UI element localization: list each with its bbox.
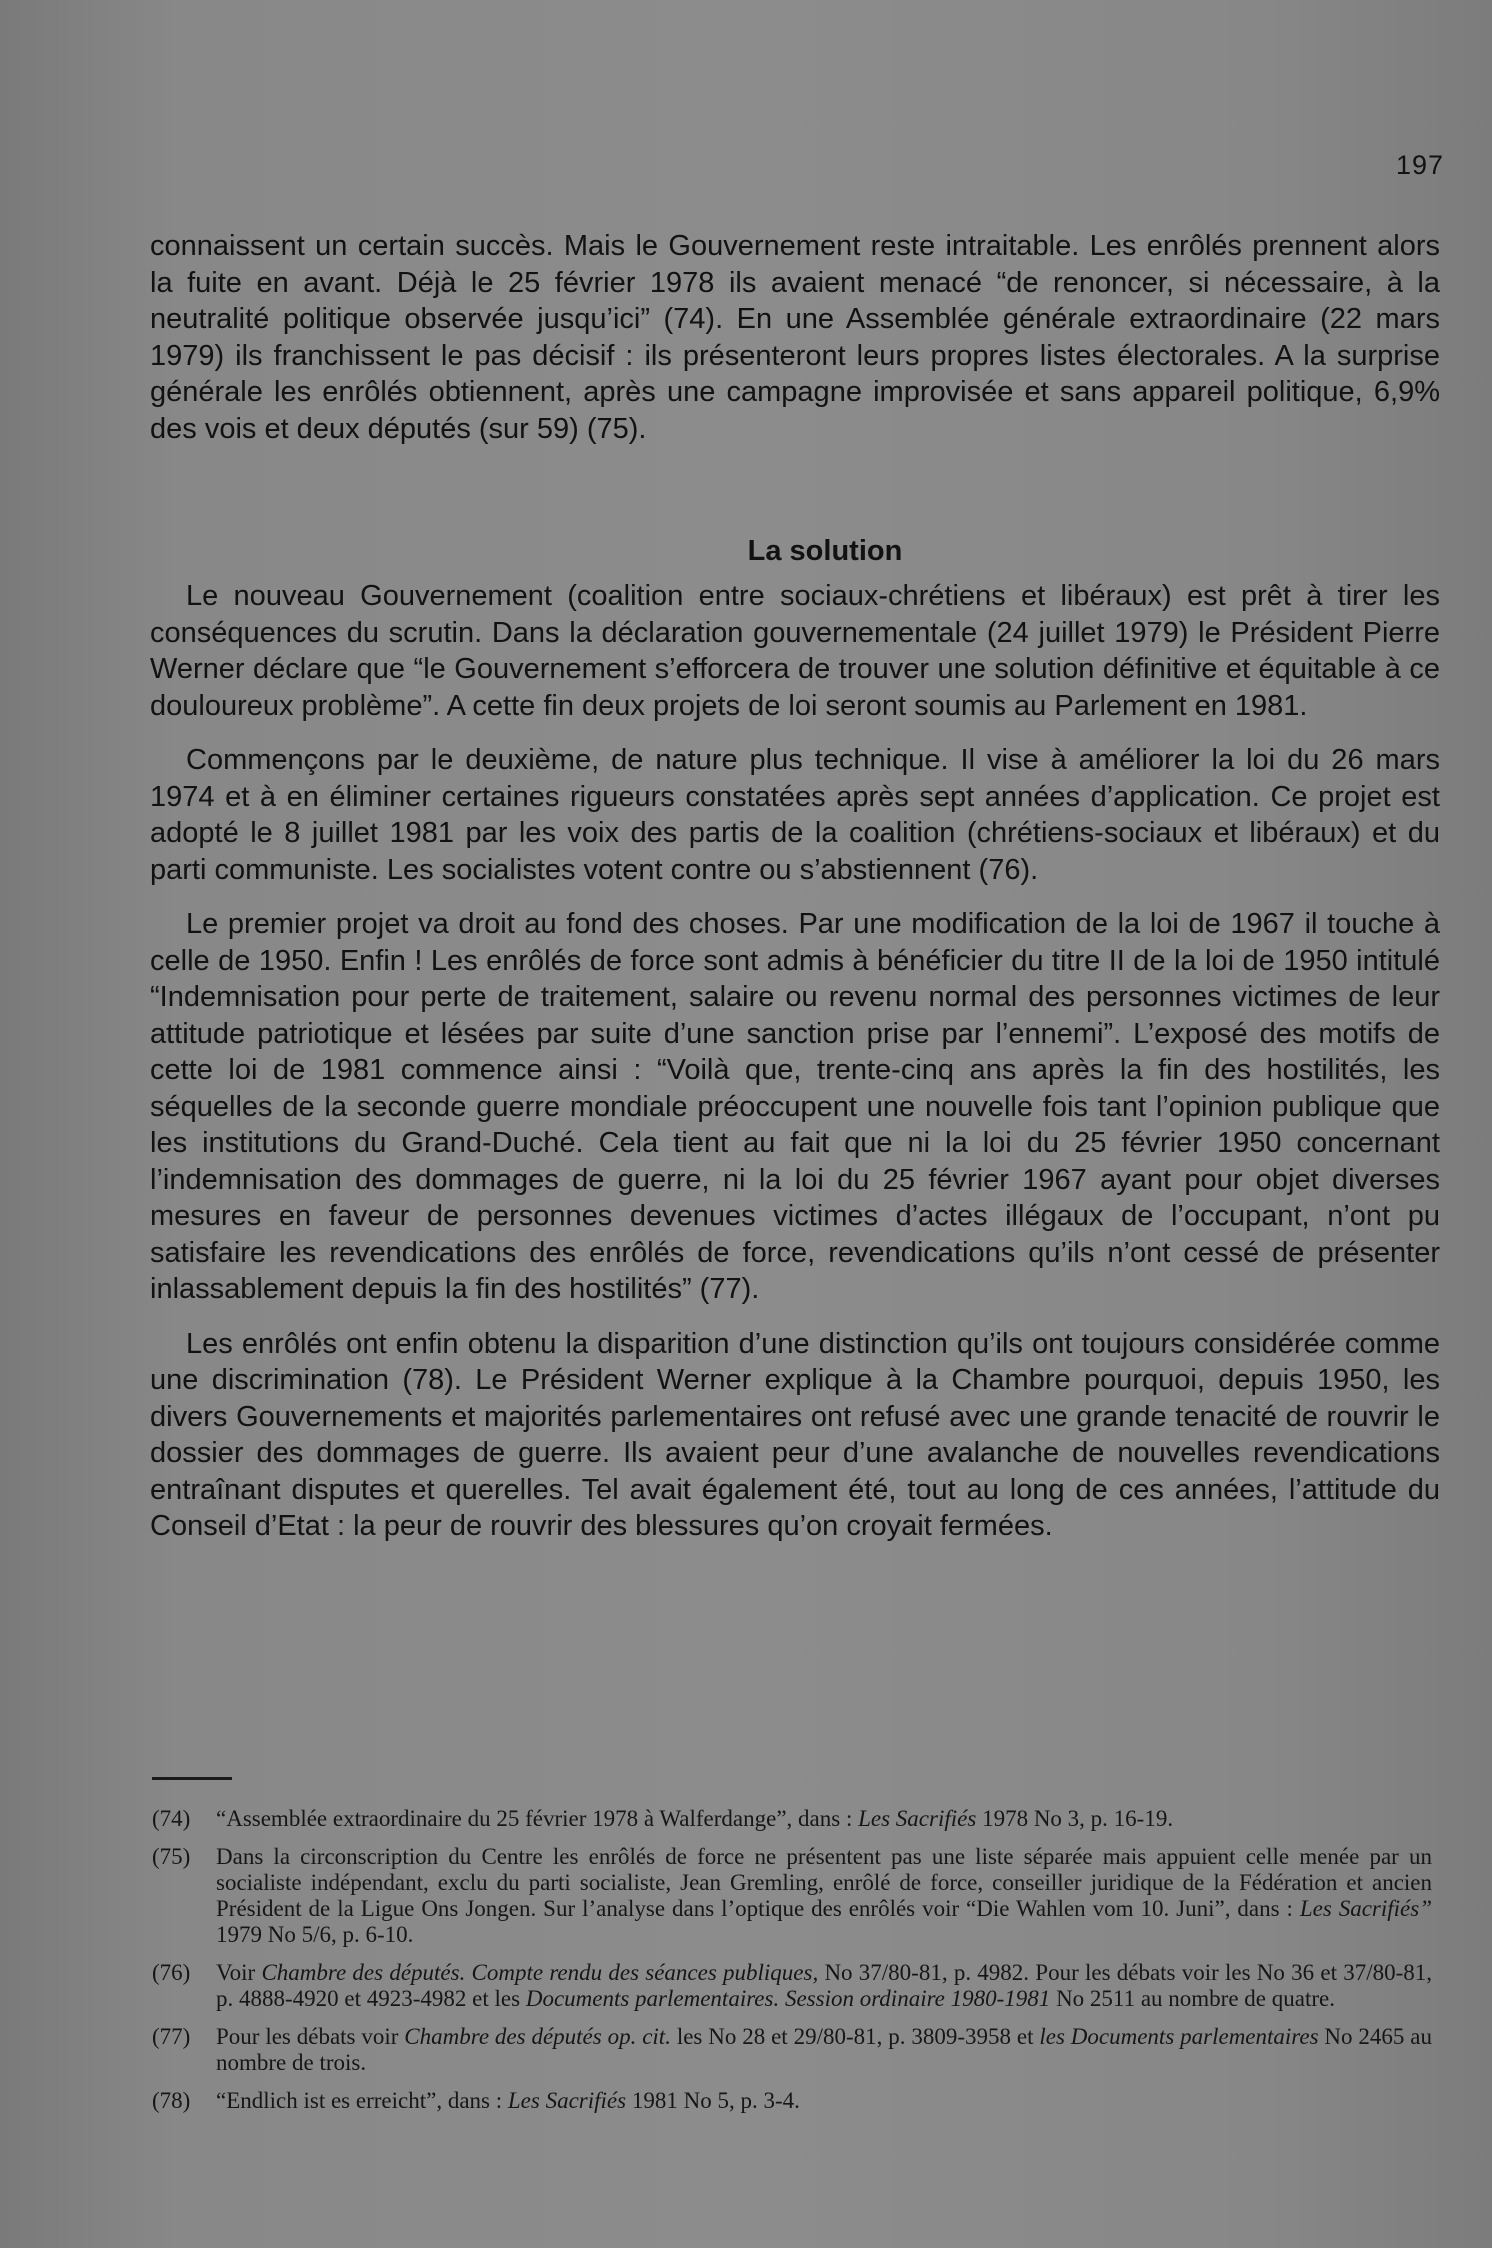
paragraph: Commençons par le deuxième, de nature plus technique. Il vise à améliorer la loi du 26 mars 1974 et à en éliminer certaines rigueurs constatées après sept années d’application. Ce projet est adopté le 8 juillet 1981 par les voix des partis de la coalition (chrétiens-sociaux et libéraux) et du parti communiste. Les socialistes votent contre ou s’abstiennent (76). <box>150 744 1440 886</box>
paragraph: Le nouveau Gouvernement (coalition entre sociaux-chrétiens et libéraux) est prêt à tirer les conséquences du scrutin. Dans la déclaration gouvernementale (24 juillet 1979) le Président Pierre Werner déclare que “le Gouvernement s’efforcera de trouver une solution définitive et équitable à ce douloureux problème”. A cette fin deux projets de loi seront soumis au Parlement en 1981. <box>150 580 1440 722</box>
footnote <box>152 1806 1432 1832</box>
footnote-text: “Endlich ist es erreicht”, dans : Les Sacrifiés 1981 No 5, p. 3-4. <box>216 2088 800 2113</box>
footnote <box>152 2024 1432 2076</box>
footnote-text: Voir Chambre des députés. Compte rendu des séances publiques, No 37/80-81, p. 4982. Pour les débats voir les No 36 et 37/80-81, p. 4888-4920 et 4923-4982 et les Documents parlementaires. Session ordinaire 1980-1981 No 2511 au nombre de quatre. <box>216 1960 1433 2011</box>
footnote-text: Pour les débats voir Chambre des députés op. cit. les No 28 et 29/80-81, p. 3809-3958 et les Documents parlementaires No 2465 au nombre de trois. <box>216 2024 1432 2075</box>
page-number: 197 <box>1395 150 1444 180</box>
footnote <box>152 2088 1432 2114</box>
footnote-number: (77) <box>152 2024 191 2049</box>
section-heading: La solution <box>747 535 903 567</box>
footnote-number: (78) <box>152 2088 191 2113</box>
footnote <box>152 1844 1432 1948</box>
paragraph: Les enrôlés ont enfin obtenu la disparition d’une distinction qu’ils ont toujours considérée comme une discrimination (78). Le Président Werner explique à la Chambre pourquoi, depuis 1950, les divers Gouvernements et majorités parlementaires ont refusé avec une grande tenacité de rouvrir le dossier des dommages de guerre. Ils avaient peur d’une avalanche de nouvelles revendications entraînant disputes et querelles. Tel avait également été, tout au long de ces années, l’attitude du Conseil d’Etat : la peur de rouvrir des blessures qu’on croyait fermées. <box>150 1327 1440 1542</box>
body-text <box>150 228 1440 1545</box>
footnotes <box>152 1806 1432 2126</box>
paragraph-continuation: connaissent un certain succès. Mais le Gouvernement reste intraitable. Les enrôlés prennent alors la fuite en avant. Déjà le 25 février 1978 ils avaient menacé “de renoncer, si nécessaire, à la neutralité politique observée jusqu’ici” (74). En une Assemblée générale extraordinaire (22 mars 1979) ils franchissent le pas décisif : ils présenteront leurs propres listes électorales. A la surprise générale les enrôlés obtiennent, après une campagne improvisée et sans appareil politique, 6,9% des vois et deux députés (sur 59) (75). <box>150 230 1440 445</box>
footnote-number: (75) <box>152 1844 191 1869</box>
footnote-separator <box>152 1777 232 1780</box>
footnote <box>152 1960 1432 2012</box>
footnote-text: “Assemblée extraordinaire du 25 février 1978 à Walferdange”, dans : Les Sacrifiés 1978 No 3, p. 16-19. <box>216 1806 1174 1831</box>
paragraph: Le premier projet va droit au fond des choses. Par une modification de la loi de 1967 il touche à celle de 1950. Enfin ! Les enrôlés de force sont admis à bénéficier du titre II de la loi de 1950 intitulé “Indemnisation pour perte de traitement, salaire ou revenu normal des personnes victimes de leur attitude patriotique et lésées par suite d’une sanction prise par l’ennemi”. L’exposé des motifs de cette loi de 1981 commence ainsi : “Voilà que, trente-cinq ans après la fin des hostilités, les séquelles de la seconde guerre mondiale préoccupent une nouvelle fois tant l’opinion publique que les institutions du Grand-Duché. Cela tient au fait que ni la loi du 25 février 1950 concernant l’indemnisation des dommages de guerre, ni la loi du 25 février 1967 ayant pour objet diverses mesures en faveur de personnes devenues victimes d’actes illégaux de l’occupant, n’ont pu satisfaire les revendications des enrôlés de force, revendications qu’ils n’ont cessé de présenter inlassablement depuis la fin des hostilités” (77). <box>150 908 1440 1305</box>
footnote-number: (76) <box>152 1960 191 1985</box>
footnote-number: (74) <box>152 1806 191 1831</box>
footnote-text: Dans la circonscription du Centre les enrôlés de force ne présentent pas une liste séparée mais appuient celle menée par un socialiste indépendant, exclu du parti socialiste, Jean Gremling, enrôlé de force, conseiller juridique de la Fédération et ancien Président de la Ligue Ons Jongen. Sur l’analyse dans l’optique des enrôlés voir “Die Wahlen vom 10. Juni”, dans : Les Sacrifiés” 1979 No 5/6, p. 6-10. <box>216 1844 1433 1947</box>
